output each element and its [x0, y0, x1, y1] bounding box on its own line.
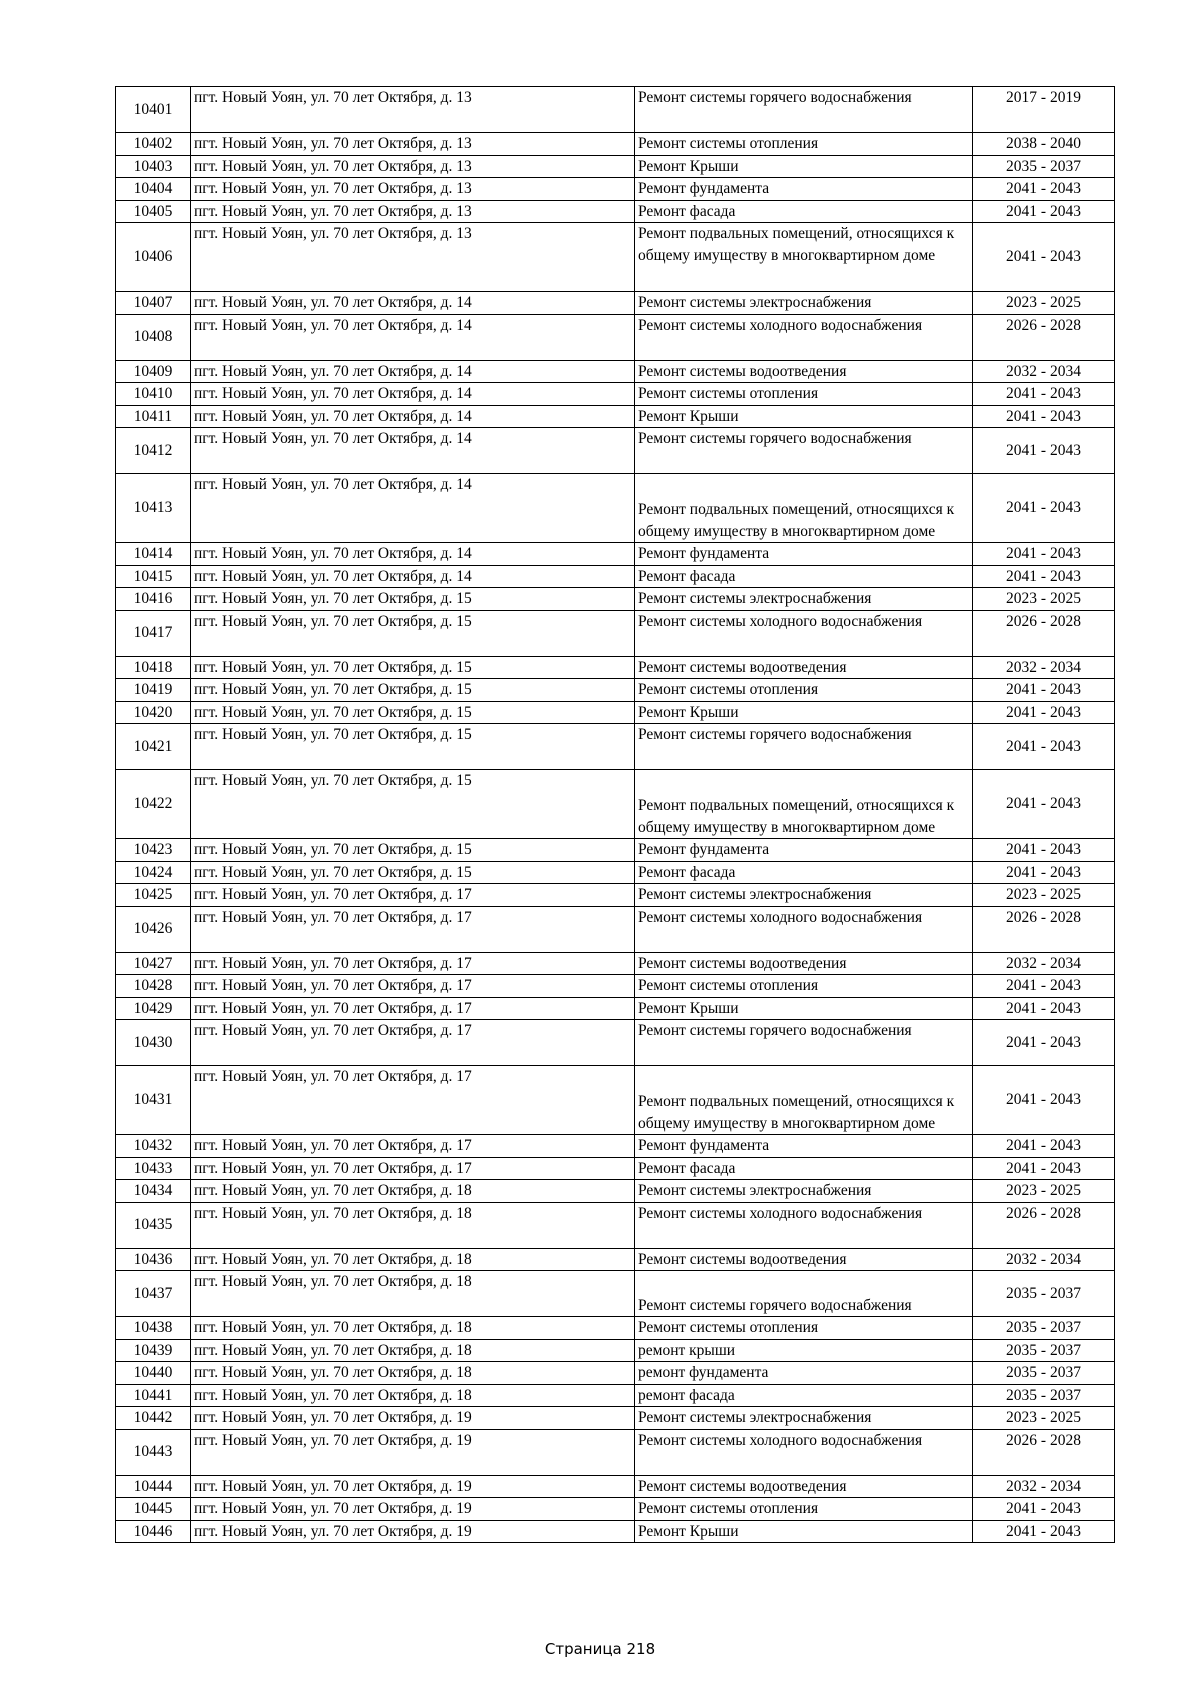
row-work-type: Ремонт Крыши	[635, 1520, 973, 1543]
row-number: 10408	[116, 314, 191, 360]
row-number: 10435	[116, 1202, 191, 1248]
table-row	[116, 1271, 1115, 1317]
row-address: пгт. Новый Уоян, ул. 70 лет Октября, д. 15	[191, 588, 635, 611]
table-row	[116, 405, 1115, 428]
row-address: пгт. Новый Уоян, ул. 70 лет Октября, д. 15	[191, 679, 635, 702]
row-work-type: Ремонт Крыши	[635, 997, 973, 1020]
row-work-type: Ремонт фундамента	[635, 1135, 973, 1158]
row-number: 10446	[116, 1520, 191, 1543]
table-row	[116, 200, 1115, 223]
table-row	[116, 1180, 1115, 1203]
row-period: 2032 - 2034	[973, 1248, 1115, 1271]
table-row	[116, 1362, 1115, 1385]
row-period: 2041 - 2043	[973, 1520, 1115, 1543]
row-number: 10409	[116, 360, 191, 383]
row-address: пгт. Новый Уоян, ул. 70 лет Октября, д. 19	[191, 1429, 635, 1475]
row-period: 2026 - 2028	[973, 1202, 1115, 1248]
table-row	[116, 1498, 1115, 1521]
row-period: 2032 - 2034	[973, 656, 1115, 679]
row-address: пгт. Новый Уоян, ул. 70 лет Октября, д. 14	[191, 360, 635, 383]
row-period: 2041 - 2043	[973, 1020, 1115, 1066]
row-period: 2041 - 2043	[973, 178, 1115, 201]
row-work-type: Ремонт подвальных помещений, относящихся к общему имуществу в многоквартирном доме	[635, 474, 973, 543]
table-row	[116, 1202, 1115, 1248]
row-number: 10401	[116, 87, 191, 133]
table-row	[116, 1135, 1115, 1158]
row-period: 2032 - 2034	[973, 360, 1115, 383]
row-number: 10415	[116, 565, 191, 588]
table-row	[116, 839, 1115, 862]
row-address: пгт. Новый Уоян, ул. 70 лет Октября, д. 18	[191, 1271, 635, 1317]
table-row	[116, 610, 1115, 656]
row-work-type: Ремонт системы водоотведения	[635, 1475, 973, 1498]
row-number: 10406	[116, 223, 191, 292]
table-row	[116, 1429, 1115, 1475]
row-work-type: Ремонт фундамента	[635, 543, 973, 566]
row-address: пгт. Новый Уоян, ул. 70 лет Октября, д. 13	[191, 200, 635, 223]
row-address: пгт. Новый Уоян, ул. 70 лет Октября, д. 15	[191, 701, 635, 724]
row-work-type: Ремонт системы отопления	[635, 1498, 973, 1521]
row-address: пгт. Новый Уоян, ул. 70 лет Октября, д. 13	[191, 87, 635, 133]
row-work-type: Ремонт подвальных помещений, относящихся к общему имуществу в многоквартирном доме	[635, 223, 973, 292]
page-number: Страница 218	[544, 1640, 656, 1658]
row-address: пгт. Новый Уоян, ул. 70 лет Октября, д. 13	[191, 223, 635, 292]
row-period: 2032 - 2034	[973, 952, 1115, 975]
row-work-type: Ремонт подвальных помещений, относящихся к общему имуществу в многоквартирном доме	[635, 770, 973, 839]
row-number: 10444	[116, 1475, 191, 1498]
table-row	[116, 724, 1115, 770]
row-address: пгт. Новый Уоян, ул. 70 лет Октября, д. 17	[191, 997, 635, 1020]
table-row	[116, 360, 1115, 383]
row-period: 2023 - 2025	[973, 1180, 1115, 1203]
table-row	[116, 952, 1115, 975]
row-period: 2041 - 2043	[973, 724, 1115, 770]
row-number: 10412	[116, 428, 191, 474]
table-row	[116, 975, 1115, 998]
row-work-type: Ремонт системы электроснабжения	[635, 292, 973, 315]
row-work-type: Ремонт системы холодного водоснабжения	[635, 1429, 973, 1475]
row-work-type: Ремонт системы отопления	[635, 383, 973, 406]
row-address: пгт. Новый Уоян, ул. 70 лет Октября, д. 18	[191, 1362, 635, 1385]
row-period: 2041 - 2043	[973, 861, 1115, 884]
row-period: 2041 - 2043	[973, 565, 1115, 588]
row-number: 10411	[116, 405, 191, 428]
row-address: пгт. Новый Уоян, ул. 70 лет Октября, д. 18	[191, 1180, 635, 1203]
row-work-type: Ремонт фундамента	[635, 839, 973, 862]
table-row	[116, 1339, 1115, 1362]
row-period: 2035 - 2037	[973, 1339, 1115, 1362]
row-work-type: Ремонт системы электроснабжения	[635, 884, 973, 907]
row-number: 10424	[116, 861, 191, 884]
row-number: 10410	[116, 383, 191, 406]
row-work-type: Ремонт системы отопления	[635, 1317, 973, 1340]
row-period: 2023 - 2025	[973, 884, 1115, 907]
row-number: 10419	[116, 679, 191, 702]
row-number: 10440	[116, 1362, 191, 1385]
row-period: 2041 - 2043	[973, 1066, 1115, 1135]
row-address: пгт. Новый Уоян, ул. 70 лет Октября, д. 19	[191, 1407, 635, 1430]
row-work-type: Ремонт Крыши	[635, 155, 973, 178]
row-work-type: Ремонт системы отопления	[635, 679, 973, 702]
row-work-type: ремонт фундамента	[635, 1362, 973, 1385]
row-period: 2032 - 2034	[973, 1475, 1115, 1498]
row-work-type: Ремонт системы водоотведения	[635, 656, 973, 679]
row-address: пгт. Новый Уоян, ул. 70 лет Октября, д. 18	[191, 1317, 635, 1340]
row-address: пгт. Новый Уоян, ул. 70 лет Октября, д. 15	[191, 861, 635, 884]
table-row	[116, 543, 1115, 566]
row-period: 2023 - 2025	[973, 588, 1115, 611]
row-address: пгт. Новый Уоян, ул. 70 лет Октября, д. 13	[191, 133, 635, 156]
row-period: 2026 - 2028	[973, 610, 1115, 656]
row-number: 10433	[116, 1157, 191, 1180]
row-number: 10405	[116, 200, 191, 223]
row-period: 2038 - 2040	[973, 133, 1115, 156]
row-period: 2041 - 2043	[973, 383, 1115, 406]
row-number: 10432	[116, 1135, 191, 1158]
row-work-type: Ремонт системы горячего водоснабжения	[635, 724, 973, 770]
row-address: пгт. Новый Уоян, ул. 70 лет Октября, д. 17	[191, 1066, 635, 1135]
row-period: 2035 - 2037	[973, 155, 1115, 178]
row-address: пгт. Новый Уоян, ул. 70 лет Октября, д. 19	[191, 1520, 635, 1543]
row-period: 2035 - 2037	[973, 1271, 1115, 1317]
row-work-type: Ремонт фасада	[635, 565, 973, 588]
row-work-type: Ремонт Крыши	[635, 405, 973, 428]
table-row	[116, 314, 1115, 360]
row-address: пгт. Новый Уоян, ул. 70 лет Октября, д. 15	[191, 770, 635, 839]
row-period: 2023 - 2025	[973, 292, 1115, 315]
table-row	[116, 474, 1115, 543]
row-period: 2041 - 2043	[973, 428, 1115, 474]
table-row	[116, 1520, 1115, 1543]
row-number: 10437	[116, 1271, 191, 1317]
row-period: 2017 - 2019	[973, 87, 1115, 133]
row-number: 10414	[116, 543, 191, 566]
row-number: 10436	[116, 1248, 191, 1271]
row-address: пгт. Новый Уоян, ул. 70 лет Октября, д. 17	[191, 1020, 635, 1066]
row-address: пгт. Новый Уоян, ул. 70 лет Октября, д. 17	[191, 884, 635, 907]
row-work-type: Ремонт фундамента	[635, 178, 973, 201]
table-row	[116, 178, 1115, 201]
row-period: 2026 - 2028	[973, 1429, 1115, 1475]
row-address: пгт. Новый Уоян, ул. 70 лет Октября, д. 19	[191, 1475, 635, 1498]
table-body	[116, 87, 1115, 1543]
row-number: 10413	[116, 474, 191, 543]
row-address: пгт. Новый Уоян, ул. 70 лет Октября, д. 14	[191, 314, 635, 360]
row-work-type: Ремонт системы холодного водоснабжения	[635, 906, 973, 952]
row-work-type: Ремонт системы электроснабжения	[635, 1180, 973, 1203]
table-row	[116, 1020, 1115, 1066]
table-row	[116, 1066, 1115, 1135]
table-row	[116, 997, 1115, 1020]
row-address: пгт. Новый Уоян, ул. 70 лет Октября, д. 18	[191, 1248, 635, 1271]
row-address: пгт. Новый Уоян, ул. 70 лет Октября, д. 17	[191, 975, 635, 998]
row-number: 10427	[116, 952, 191, 975]
row-number: 10428	[116, 975, 191, 998]
row-address: пгт. Новый Уоян, ул. 70 лет Октября, д. 19	[191, 1498, 635, 1521]
row-address: пгт. Новый Уоян, ул. 70 лет Октября, д. 14	[191, 405, 635, 428]
row-period: 2041 - 2043	[973, 975, 1115, 998]
table-row	[116, 588, 1115, 611]
row-work-type: Ремонт системы водоотведения	[635, 360, 973, 383]
row-number: 10421	[116, 724, 191, 770]
row-number: 10442	[116, 1407, 191, 1430]
row-work-type: Ремонт фасада	[635, 1157, 973, 1180]
row-address: пгт. Новый Уоян, ул. 70 лет Октября, д. 14	[191, 383, 635, 406]
table-row	[116, 292, 1115, 315]
row-work-type: Ремонт системы холодного водоснабжения	[635, 1202, 973, 1248]
row-number: 10422	[116, 770, 191, 839]
row-work-type: Ремонт системы водоотведения	[635, 1248, 973, 1271]
row-work-type: ремонт крыши	[635, 1339, 973, 1362]
row-number: 10429	[116, 997, 191, 1020]
row-number: 10425	[116, 884, 191, 907]
row-address: пгт. Новый Уоян, ул. 70 лет Октября, д. 15	[191, 656, 635, 679]
row-address: пгт. Новый Уоян, ул. 70 лет Октября, д. 15	[191, 610, 635, 656]
row-period: 2026 - 2028	[973, 906, 1115, 952]
table-row	[116, 1248, 1115, 1271]
row-address: пгт. Новый Уоян, ул. 70 лет Октября, д. 14	[191, 565, 635, 588]
row-number: 10431	[116, 1066, 191, 1135]
row-period: 2041 - 2043	[973, 997, 1115, 1020]
row-period: 2041 - 2043	[973, 701, 1115, 724]
table-row	[116, 133, 1115, 156]
row-address: пгт. Новый Уоян, ул. 70 лет Октября, д. 15	[191, 724, 635, 770]
row-work-type: Ремонт фасада	[635, 200, 973, 223]
row-number: 10403	[116, 155, 191, 178]
row-number: 10407	[116, 292, 191, 315]
row-address: пгт. Новый Уоян, ул. 70 лет Октября, д. 13	[191, 178, 635, 201]
row-work-type: Ремонт системы электроснабжения	[635, 588, 973, 611]
row-number: 10404	[116, 178, 191, 201]
row-number: 10417	[116, 610, 191, 656]
table-row	[116, 906, 1115, 952]
row-period: 2041 - 2043	[973, 1498, 1115, 1521]
row-address: пгт. Новый Уоян, ул. 70 лет Октября, д. 14	[191, 543, 635, 566]
row-address: пгт. Новый Уоян, ул. 70 лет Октября, д. 17	[191, 1135, 635, 1158]
row-period: 2026 - 2028	[973, 314, 1115, 360]
table-row	[116, 565, 1115, 588]
table-row	[116, 679, 1115, 702]
row-period: 2041 - 2043	[973, 770, 1115, 839]
table-row	[116, 1384, 1115, 1407]
row-number: 10438	[116, 1317, 191, 1340]
repair-schedule-table	[115, 86, 1115, 1543]
row-work-type: Ремонт системы холодного водоснабжения	[635, 314, 973, 360]
table-row	[116, 656, 1115, 679]
table-row	[116, 155, 1115, 178]
row-number: 10420	[116, 701, 191, 724]
table-row	[116, 770, 1115, 839]
row-period: 2041 - 2043	[973, 543, 1115, 566]
row-period: 2035 - 2037	[973, 1384, 1115, 1407]
row-period: 2041 - 2043	[973, 200, 1115, 223]
table-row	[116, 383, 1115, 406]
row-number: 10416	[116, 588, 191, 611]
table-row	[116, 1475, 1115, 1498]
row-work-type: Ремонт Крыши	[635, 701, 973, 724]
row-period: 2041 - 2043	[973, 679, 1115, 702]
row-number: 10423	[116, 839, 191, 862]
table-row	[116, 223, 1115, 292]
row-address: пгт. Новый Уоян, ул. 70 лет Октября, д. 13	[191, 155, 635, 178]
row-address: пгт. Новый Уоян, ул. 70 лет Октября, д. 14	[191, 428, 635, 474]
row-work-type: ремонт фасада	[635, 1384, 973, 1407]
table-row	[116, 701, 1115, 724]
row-period: 2035 - 2037	[973, 1317, 1115, 1340]
row-number: 10443	[116, 1429, 191, 1475]
row-address: пгт. Новый Уоян, ул. 70 лет Октября, д. 18	[191, 1384, 635, 1407]
row-address: пгт. Новый Уоян, ул. 70 лет Октября, д. 17	[191, 1157, 635, 1180]
row-number: 10426	[116, 906, 191, 952]
row-work-type: Ремонт системы холодного водоснабжения	[635, 610, 973, 656]
row-work-type: Ремонт системы горячего водоснабжения	[635, 1020, 973, 1066]
row-address: пгт. Новый Уоян, ул. 70 лет Октября, д. 15	[191, 839, 635, 862]
table-row	[116, 884, 1115, 907]
row-work-type: Ремонт системы отопления	[635, 133, 973, 156]
table-row	[116, 428, 1115, 474]
row-work-type: Ремонт системы отопления	[635, 975, 973, 998]
row-number: 10439	[116, 1339, 191, 1362]
row-work-type: Ремонт системы электроснабжения	[635, 1407, 973, 1430]
table-row	[116, 1407, 1115, 1430]
row-work-type: Ремонт системы горячего водоснабжения	[635, 428, 973, 474]
row-work-type: Ремонт подвальных помещений, относящихся к общему имуществу в многоквартирном доме	[635, 1066, 973, 1135]
row-period: 2041 - 2043	[973, 474, 1115, 543]
row-work-type: Ремонт системы горячего водоснабжения	[635, 1271, 973, 1317]
row-address: пгт. Новый Уоян, ул. 70 лет Октября, д. 17	[191, 906, 635, 952]
row-number: 10402	[116, 133, 191, 156]
row-period: 2041 - 2043	[973, 1157, 1115, 1180]
row-work-type: Ремонт фасада	[635, 861, 973, 884]
row-address: пгт. Новый Уоян, ул. 70 лет Октября, д. 14	[191, 474, 635, 543]
row-period: 2023 - 2025	[973, 1407, 1115, 1430]
row-period: 2041 - 2043	[973, 405, 1115, 428]
row-number: 10445	[116, 1498, 191, 1521]
row-period: 2041 - 2043	[973, 223, 1115, 292]
row-period: 2035 - 2037	[973, 1362, 1115, 1385]
row-work-type: Ремонт системы горячего водоснабжения	[635, 87, 973, 133]
row-work-type: Ремонт системы водоотведения	[635, 952, 973, 975]
row-number: 10441	[116, 1384, 191, 1407]
table-row	[116, 1157, 1115, 1180]
row-address: пгт. Новый Уоян, ул. 70 лет Октября, д. 18	[191, 1339, 635, 1362]
row-number: 10418	[116, 656, 191, 679]
row-address: пгт. Новый Уоян, ул. 70 лет Октября, д. 17	[191, 952, 635, 975]
row-period: 2041 - 2043	[973, 839, 1115, 862]
table-row	[116, 87, 1115, 133]
table-row	[116, 1317, 1115, 1340]
row-address: пгт. Новый Уоян, ул. 70 лет Октября, д. 18	[191, 1202, 635, 1248]
row-period: 2041 - 2043	[973, 1135, 1115, 1158]
row-address: пгт. Новый Уоян, ул. 70 лет Октября, д. 14	[191, 292, 635, 315]
row-number: 10434	[116, 1180, 191, 1203]
row-number: 10430	[116, 1020, 191, 1066]
table-row	[116, 861, 1115, 884]
